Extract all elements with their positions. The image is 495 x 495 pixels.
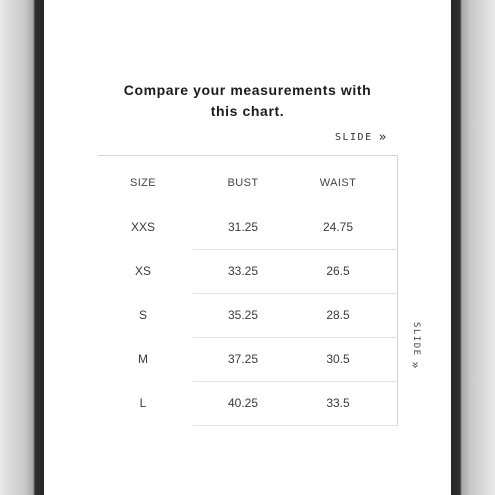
waist-cell: 33.5: [326, 396, 350, 410]
double-chevron-down-icon: »: [409, 360, 423, 369]
slide-label: SLIDE: [335, 132, 373, 143]
bust-cell: 33.25: [227, 264, 259, 278]
table-row: [98, 205, 396, 249]
column-header-bust: BUST: [227, 177, 259, 189]
bust-cell: 37.25: [227, 352, 259, 366]
slide-hint-side[interactable]: [410, 322, 422, 369]
screen: [44, 0, 451, 495]
device-bezel-left: [0, 0, 44, 495]
bust-cell: 40.25: [227, 396, 259, 410]
waist-cell: 26.5: [326, 264, 350, 278]
table-row: [98, 381, 396, 425]
waist-cell: 30.5: [326, 352, 350, 366]
column-header-waist: WAIST: [319, 177, 357, 189]
double-chevron-right-icon: »: [378, 130, 384, 145]
table-header-row: [98, 161, 396, 205]
size-cell: XXS: [130, 220, 155, 234]
size-cell: L: [139, 396, 147, 410]
column-header-size: SIZE: [129, 177, 157, 189]
size-cell: M: [138, 352, 148, 366]
device-bezel-right: [451, 0, 495, 495]
size-cell: S: [138, 308, 147, 322]
bust-cell: 35.25: [227, 308, 259, 322]
table-row: [98, 249, 396, 293]
table-row: [98, 337, 396, 381]
slide-hint-top[interactable]: [335, 130, 384, 145]
bust-cell: 31.25: [227, 220, 259, 234]
waist-cell: 24.75: [322, 220, 354, 234]
waist-cell: 28.5: [326, 308, 350, 322]
size-chart-table[interactable]: [98, 155, 398, 425]
size-cell: XS: [134, 264, 151, 278]
title-line-1: Compare your measurements with: [123, 82, 372, 98]
table-row: [98, 293, 396, 337]
slide-side-label: SLIDE: [411, 322, 421, 357]
page-title: [44, 80, 451, 122]
row-divider: [193, 425, 398, 426]
title-line-2: this chart.: [210, 103, 285, 119]
